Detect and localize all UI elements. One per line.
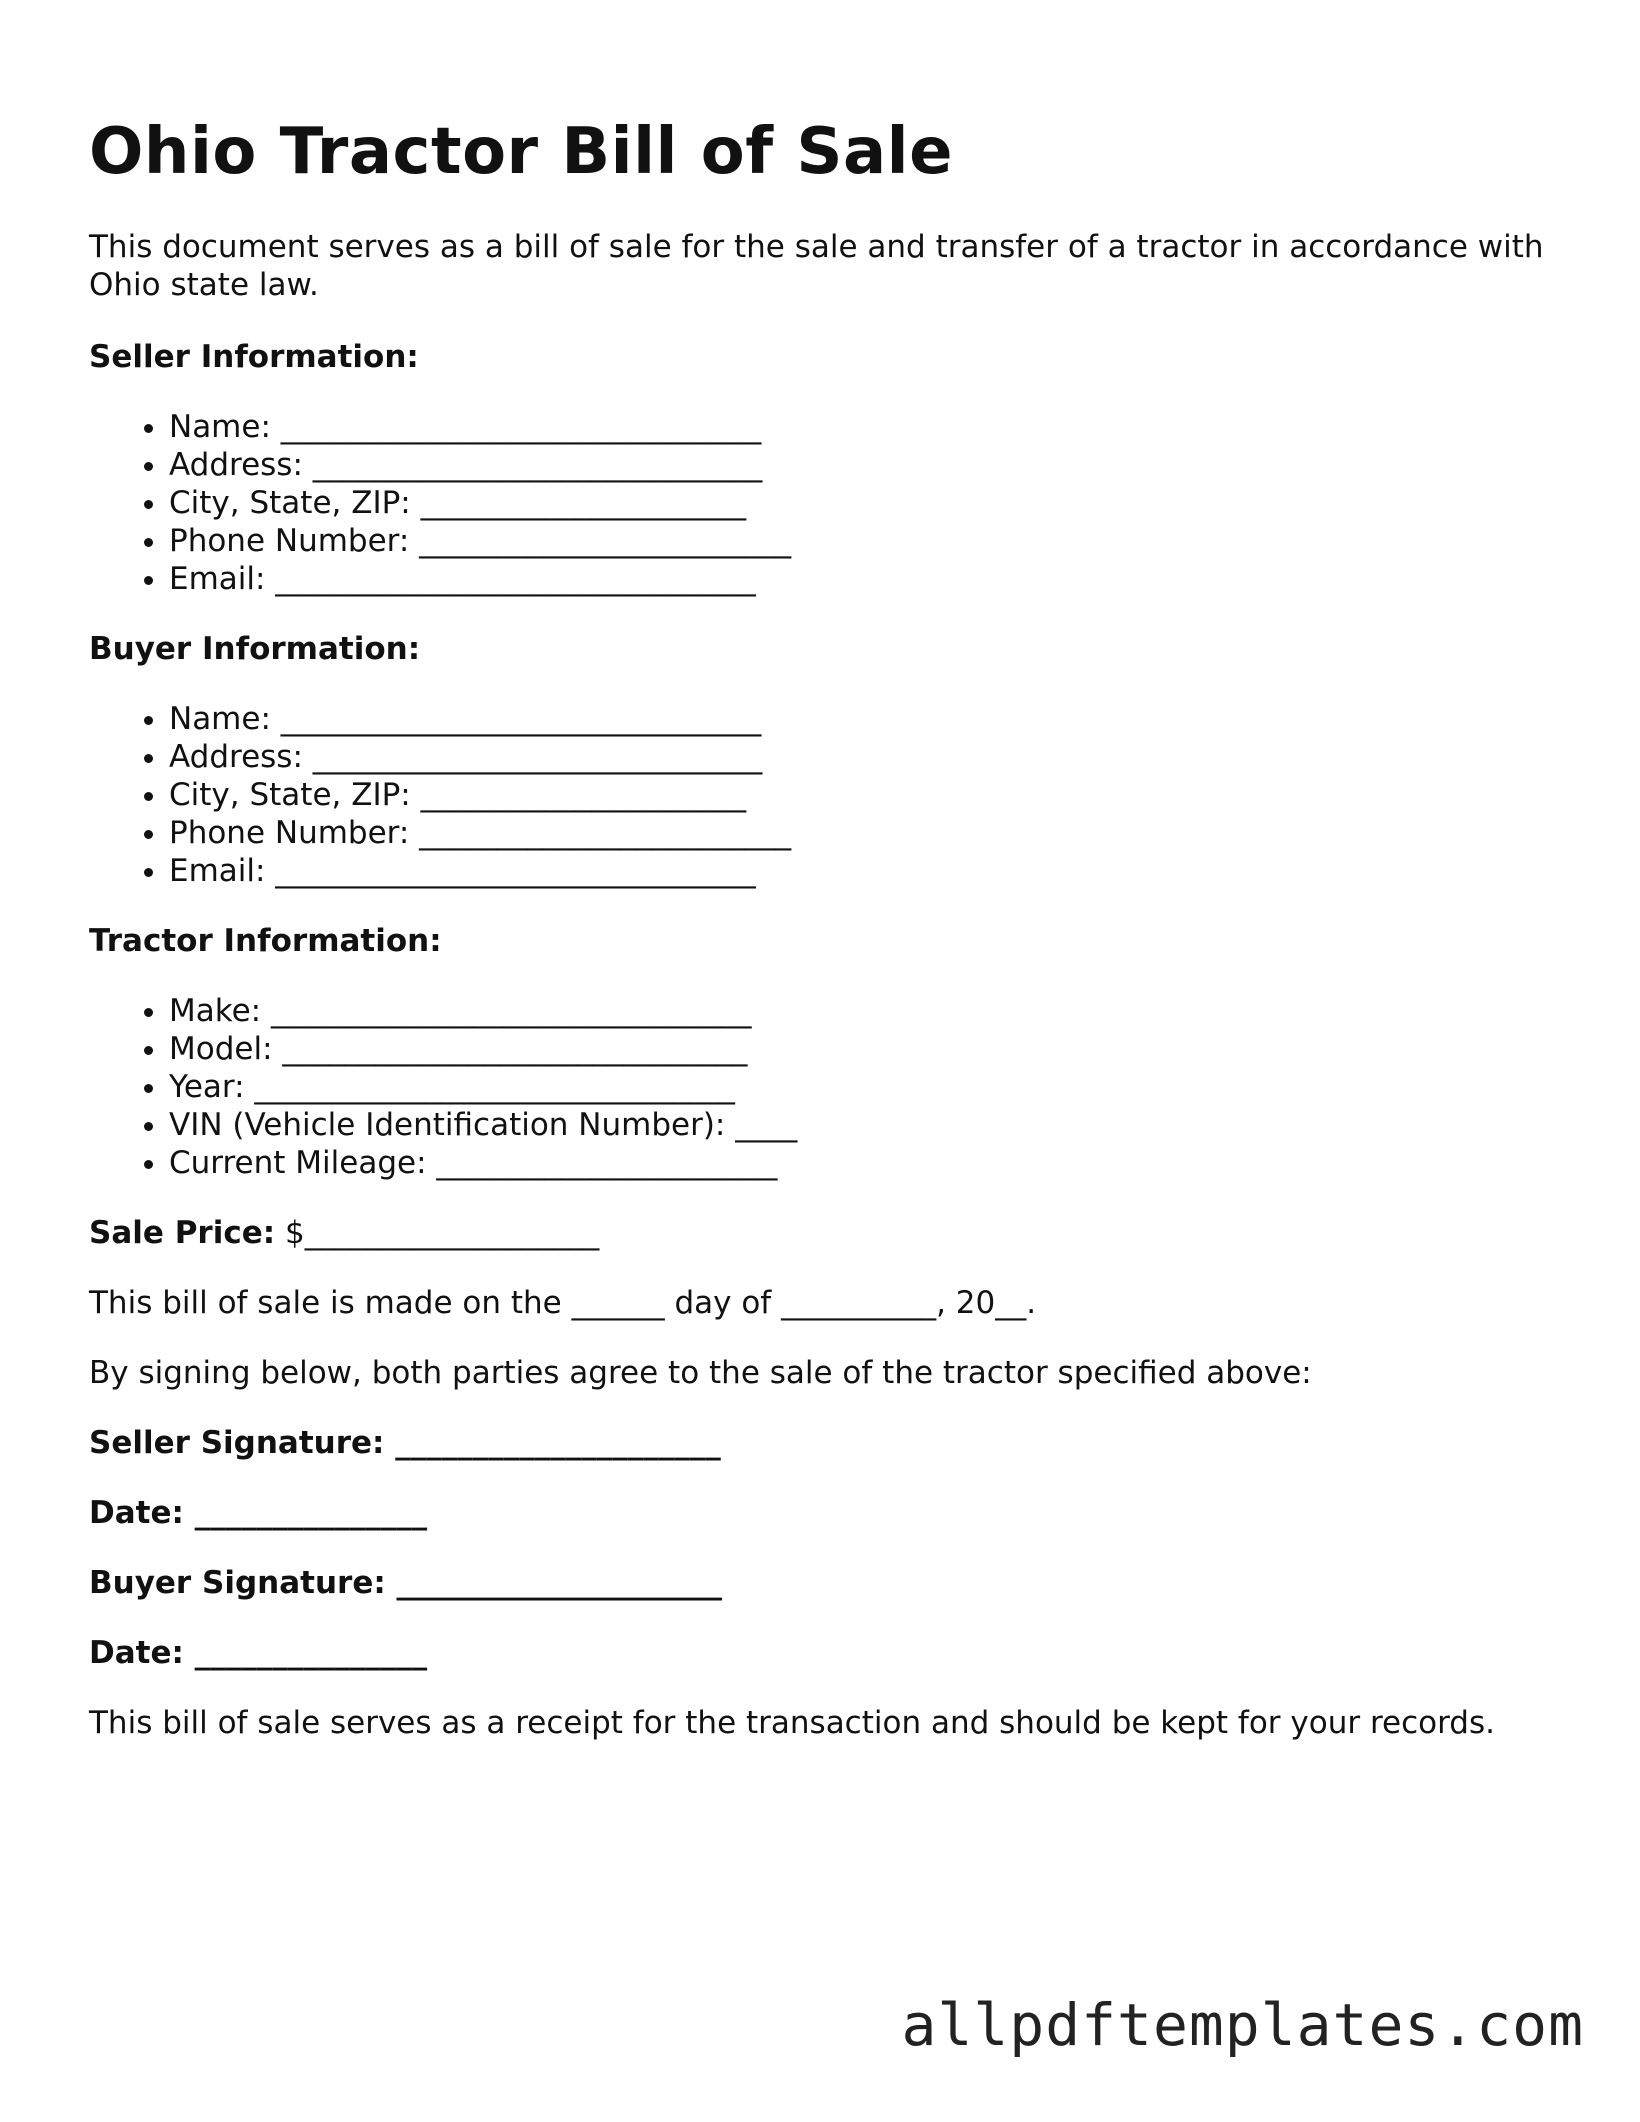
seller-phone-field: • Phone Number: ________________________: [169, 522, 1559, 560]
site-watermark: allpdftemplates.com: [901, 1991, 1584, 2059]
sale-price-label: Sale Price:: [89, 1215, 276, 1251]
buyer-date-line: Date: _______________: [89, 1635, 428, 1671]
buyer-phone-field: • Phone Number: ________________________: [169, 814, 1559, 852]
tractor-model-field: • Model: ______________________________: [169, 1030, 1559, 1068]
buyer-field-list: [89, 700, 1559, 890]
seller-signature-line: Seller Signature: _____________________: [89, 1425, 721, 1461]
document-title: Ohio Tractor Bill of Sale: [89, 115, 953, 189]
agreement-line: By signing below, both parties agree to the sale of the tractor specified above:: [89, 1355, 1312, 1391]
seller-field-list: [89, 408, 1559, 598]
sale-price-value: $___________________: [284, 1215, 600, 1251]
buyer-heading: Buyer Information:: [89, 631, 421, 667]
buyer-signature-line: Buyer Signature: _____________________: [89, 1565, 723, 1601]
buyer-name-field: • Name: _______________________________: [169, 700, 1559, 738]
date-line: This bill of sale is made on the ______ day of __________, 20__.: [89, 1285, 1037, 1321]
tractor-year-field: • Year: _______________________________: [169, 1068, 1559, 1106]
tractor-field-list: [89, 992, 1559, 1182]
seller-city-state-zip-field: • City, State, ZIP: _____________________: [169, 484, 1559, 522]
seller-heading: Seller Information:: [89, 339, 419, 375]
seller-email-field: • Email: _______________________________: [169, 560, 1559, 598]
tractor-make-field: • Make: _______________________________: [169, 992, 1559, 1030]
seller-name-field: • Name: _______________________________: [169, 408, 1559, 446]
seller-date-line: Date: _______________: [89, 1495, 428, 1531]
seller-address-field: • Address: _____________________________: [169, 446, 1559, 484]
tractor-mileage-field: • Current Mileage: ______________________: [169, 1144, 1559, 1182]
closing-paragraph: This bill of sale serves as a receipt for the transaction and should be kept for your records.: [89, 1705, 1495, 1741]
buyer-address-field: • Address: _____________________________: [169, 738, 1559, 776]
buyer-email-field: • Email: _______________________________: [169, 852, 1559, 890]
buyer-city-state-zip-field: • City, State, ZIP: _____________________: [169, 776, 1559, 814]
tractor-vin-field: • VIN (Vehicle Identification Number): ____: [169, 1106, 1559, 1144]
document-page: [89, 112, 1559, 1774]
sale-price-line: [89, 1214, 1559, 1252]
tractor-heading: Tractor Information:: [89, 923, 442, 959]
intro-paragraph: This document serves as a bill of sale for the sale and transfer of a tractor in accordance with Ohio state law.: [89, 229, 1544, 303]
